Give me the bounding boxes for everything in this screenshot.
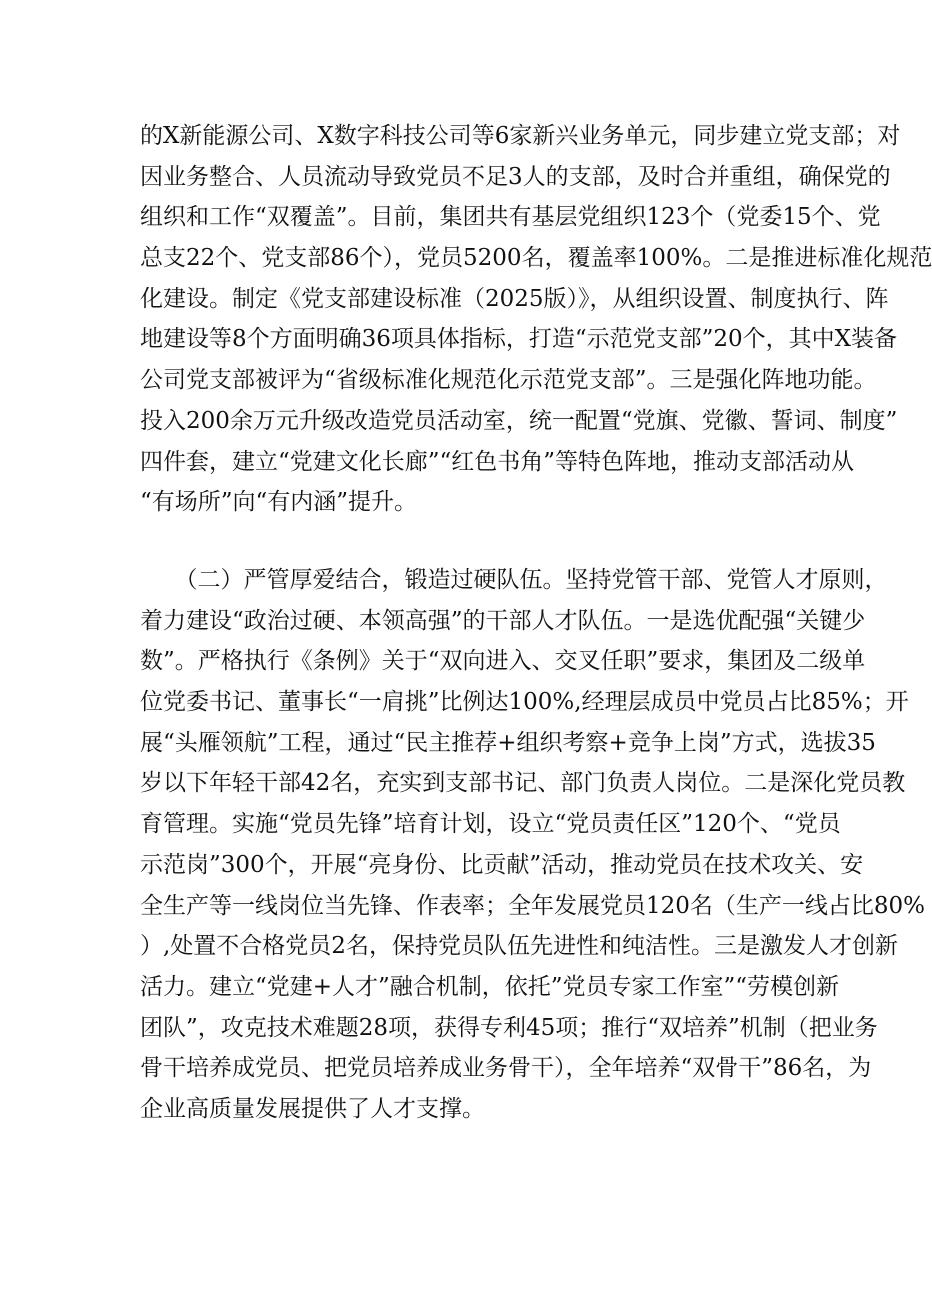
text-line: 育管理。实施“党员先锋”培育计划，设立“党员责任区”120个、“党员: [140, 811, 841, 838]
text-line: 四件套，建立“党建文化长廊”“红色书角”等特色阵地，推动支部活动从: [140, 448, 855, 475]
text-line: “有场所”向“有内涵”提升。: [140, 489, 418, 516]
text-line: 公司党支部被评为“省级标准化规范化示范党支部”。三是强化阵地功能。: [140, 367, 877, 394]
text-line: 投入200余万元升级改造党员活动室，统一配置“党旗、党徽、誓词、制度”: [140, 407, 898, 434]
text-line: 数”。严格执行《条例》关于“双向进入、交叉任职”要求，集团及二级单: [140, 648, 866, 675]
text-line: 组织和工作“双覆盖”。目前，集团共有基层党组织123个（党委15个、党: [140, 204, 881, 231]
text-line: 示范岗”300个，开展“亮身份、比贡献”活动，推动党员在技术攻关、安: [140, 851, 864, 878]
text-line: 骨干培养成党员、把党员培养成业务骨干），全年培养“双骨干”86名，为: [140, 1055, 872, 1082]
text-line: 企业高质量发展提供了人才支撑。: [140, 1095, 485, 1122]
text-line: 因业务整合、人员流动导致党员不足3人的支部，及时合并重组，确保党的: [140, 163, 891, 190]
text-line: 地建设等8个方面明确36项具体指标，打造“示范党支部”20个，其中X装备: [140, 326, 898, 353]
text-line: 的X新能源公司、X数字科技公司等6家新兴业务单元，同步建立党支部；对: [140, 123, 901, 149]
text-line: 总支22个、党支部86个），党员5200名，覆盖率100%。二是推进标准化规范: [140, 245, 932, 272]
text-line: 展“头雁领航”工程，通过“民主推荐+组织考察+竞争上岗”方式，选拔35: [140, 729, 876, 756]
text-line: 活力。建立“党建+人才”融合机制，依托”党员专家工作室”“劳模创新: [140, 973, 840, 1000]
text-line: 岁以下年轻干部42名，充实到支部书记、部门负责人岗位。二是深化党员教: [140, 770, 906, 797]
text-line: ）,处置不合格党员2名，保持党员队伍先进性和纯洁性。三是激发人才创新: [140, 933, 898, 960]
paragraph-organization-coverage: [140, 116, 932, 523]
text-line: 着力建设“政治过硬、本领高强”的干部人才队伍。一是选优配强“关键少: [140, 607, 866, 634]
text-line: 化建设。制定《党支部建设标准（2025版）》，从组织设置、制度执行、阵: [140, 285, 889, 312]
text-line: 团队”，攻克技术难题28项，获得专利45项；推行“双培养”机制（把业务: [140, 1014, 878, 1041]
paragraph-team-building: [140, 560, 926, 1130]
text-line: 位党委书记、董事长“一肩挑”比例达100%,经理层成员中党员占比85%；开: [140, 689, 909, 716]
text-line: 全生产等一线岗位当先锋、作表率；全年发展党员120名（生产一线占比80%: [140, 892, 926, 919]
text-line: （二）严管厚爱结合，锻造过硬队伍。坚持党管干部、党管人才原则，: [140, 567, 888, 593]
